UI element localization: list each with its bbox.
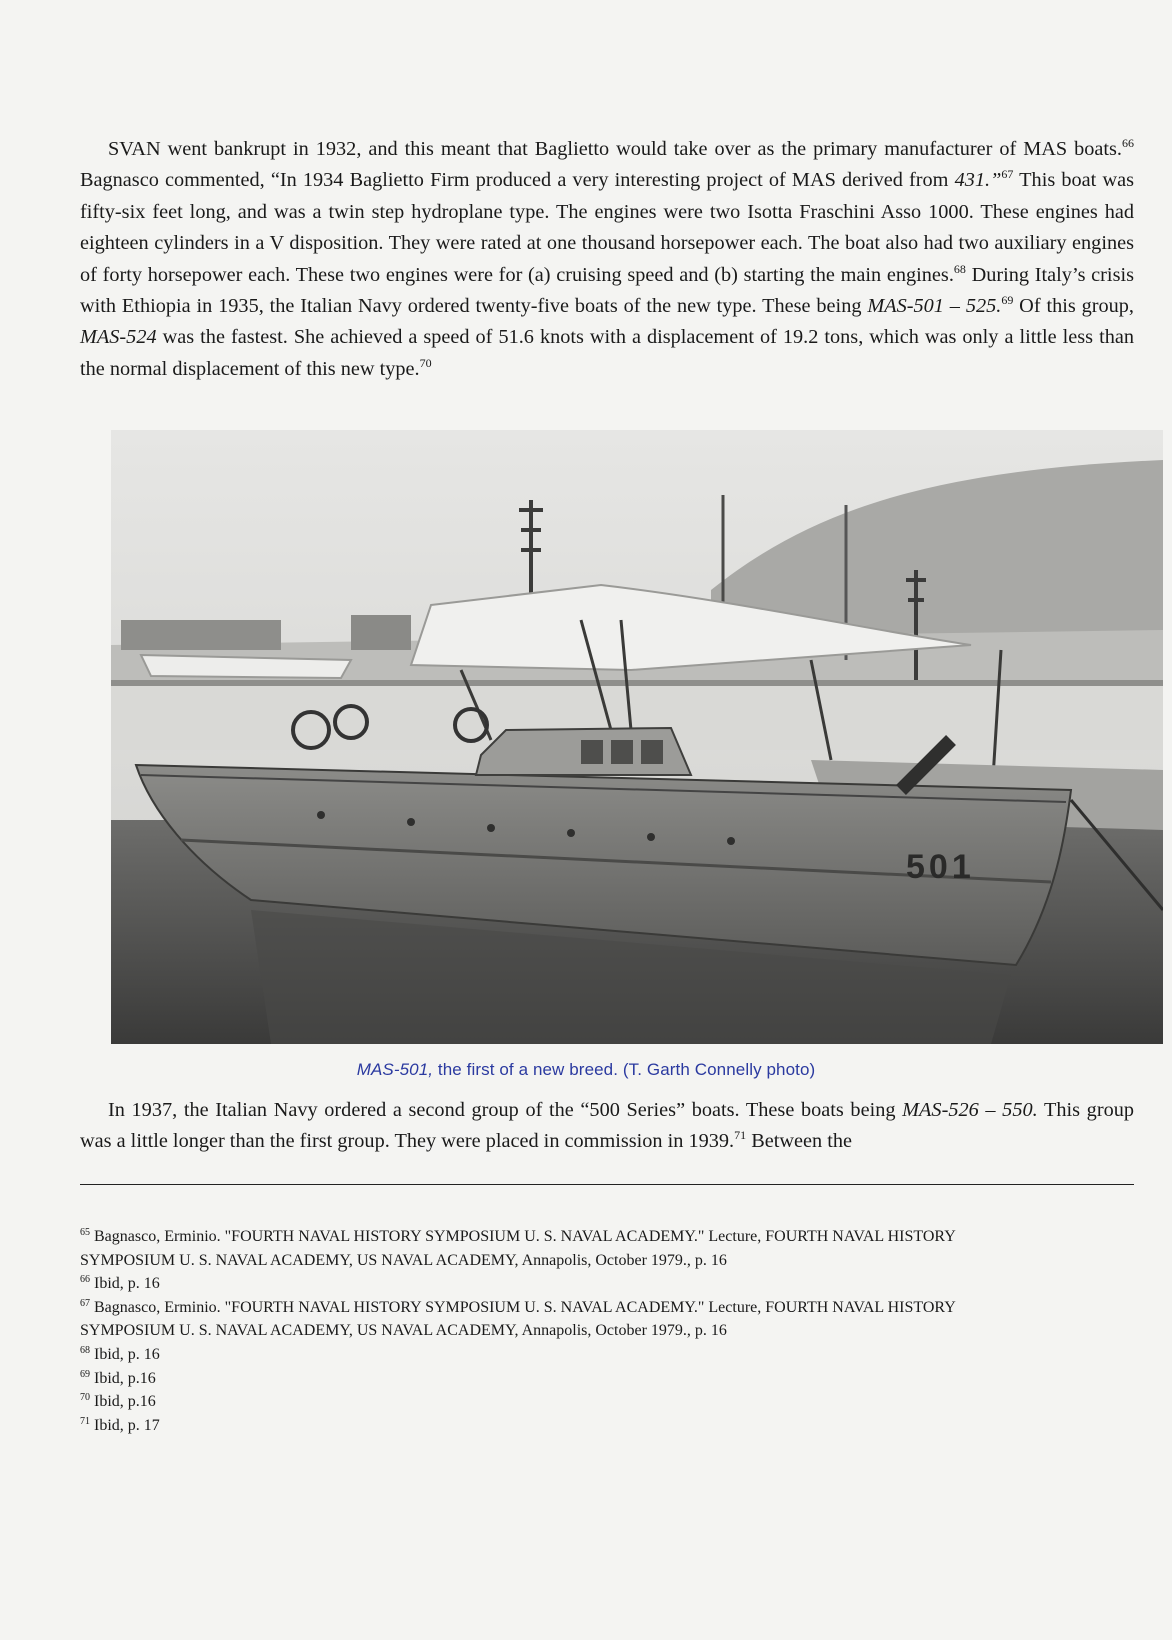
footnote-text: Bagnasco, Erminio. "FOURTH NAVAL HISTORY SYMPOSIUM U. S. NAVAL ACADEMY." Lecture, FOURTH NAVAL HISTORY SYMPOSIUM U. S. NAVAL ACADEMY, US NAVAL ACADEMY, Annapolis, October 1979., p. 16 — [80, 1298, 956, 1340]
footnote-separator — [80, 1184, 1134, 1185]
text-run: Of this group, — [1013, 295, 1134, 318]
footnote-text: Ibid, p. 16 — [94, 1345, 160, 1363]
footnote-66 — [80, 1272, 1000, 1296]
footnote-70 — [80, 1390, 1000, 1414]
text-run: This group was a little longer than the first group. They were placed in commission in 1939. — [80, 1099, 1134, 1153]
footnote-ref: 70 — [419, 355, 432, 370]
footnote-ref: 67 — [1001, 167, 1014, 182]
footnote-number: 69 — [80, 1368, 90, 1380]
footnote-number: 67 — [80, 1297, 90, 1309]
footnote-text: Ibid, p. 16 — [94, 1275, 160, 1293]
footnote-65 — [80, 1225, 1000, 1272]
footnote-text: Ibid, p. 17 — [94, 1416, 160, 1434]
footnote-number: 71 — [80, 1415, 90, 1427]
boat-photo-illustration — [111, 430, 1163, 1044]
text-run: was the fastest. She achieved a speed of 51.6 knots with a displacement of 19.2 tons, which was only a little less than the normal displacement of this new type. — [80, 326, 1134, 380]
italic-run: MAS-524 — [80, 326, 157, 349]
body-paragraph-2 — [80, 1095, 1134, 1158]
footnote-68 — [80, 1343, 1000, 1367]
text-run: In 1937, the Italian Navy ordered a second group of the “500 Series” boats. These boats being — [108, 1099, 903, 1121]
body-paragraph-1 — [80, 134, 1134, 385]
footnote-69 — [80, 1367, 1000, 1391]
footnote-67 — [80, 1296, 1000, 1343]
footnote-ref: 71 — [734, 1128, 747, 1143]
text-run: Bagnasco commented, “In 1934 Baglietto Firm produced a very interesting project of MAS derived from — [80, 169, 955, 192]
text-run: Between the — [746, 1130, 852, 1153]
footnote-text: Ibid, p.16 — [94, 1369, 156, 1387]
footnote-ref: 66 — [1122, 136, 1134, 150]
text-run: SVAN went bankrupt in 1932, and this meant that Baglietto would take over as the primary manufacturer of MAS boats. — [108, 138, 1122, 160]
footnote-number: 66 — [80, 1274, 90, 1286]
italic-run: MAS-526 – 550. — [902, 1099, 1038, 1121]
footnote-ref: 68 — [953, 261, 966, 276]
text-run: This boat was fifty-six feet long, and was a twin step hydroplane type. The engines were two Isotta Fraschini Asso 1000. These engines had eighteen cylinders in a V disposition. They were rated at one thousand horsepower each. The boat also had two auxiliary engines of forty horsepower each. These two engines were for (a) cruising speed and (b) starting the main engines. — [80, 169, 1134, 286]
footnote-number: 65 — [80, 1227, 90, 1238]
footnote-number: 70 — [80, 1392, 90, 1404]
italic-run: MAS-501 – 525. — [867, 295, 1002, 318]
hull-number: 501 — [906, 848, 975, 886]
footnote-text: Ibid, p.16 — [94, 1393, 156, 1411]
footnote-number: 68 — [80, 1344, 90, 1356]
footnote-text: Bagnasco, Erminio. "FOURTH NAVAL HISTORY SYMPOSIUM U. S. NAVAL ACADEMY." Lecture, FOURTH NAVAL HISTORY SYMPOSIUM U. S. NAVAL ACADEMY, US NAVAL ACADEMY, Annapolis, October 1979., p. 16 — [80, 1228, 956, 1269]
boat-photo — [111, 430, 1163, 1044]
photo-caption — [0, 1060, 1172, 1080]
footnote-71 — [80, 1414, 1000, 1438]
footnote-ref: 69 — [1001, 293, 1014, 308]
footnotes — [80, 1225, 1000, 1437]
text-run: During Italy’s crisis with Ethiopia in 1935, the Italian Navy ordered twenty-five boats of the new type. These being — [80, 263, 1134, 318]
caption-text: the first of a new breed. (T. Garth Connelly photo) — [433, 1060, 816, 1079]
caption-italic: MAS-501, — [356, 1060, 434, 1079]
italic-run: 431.” — [954, 169, 1002, 192]
